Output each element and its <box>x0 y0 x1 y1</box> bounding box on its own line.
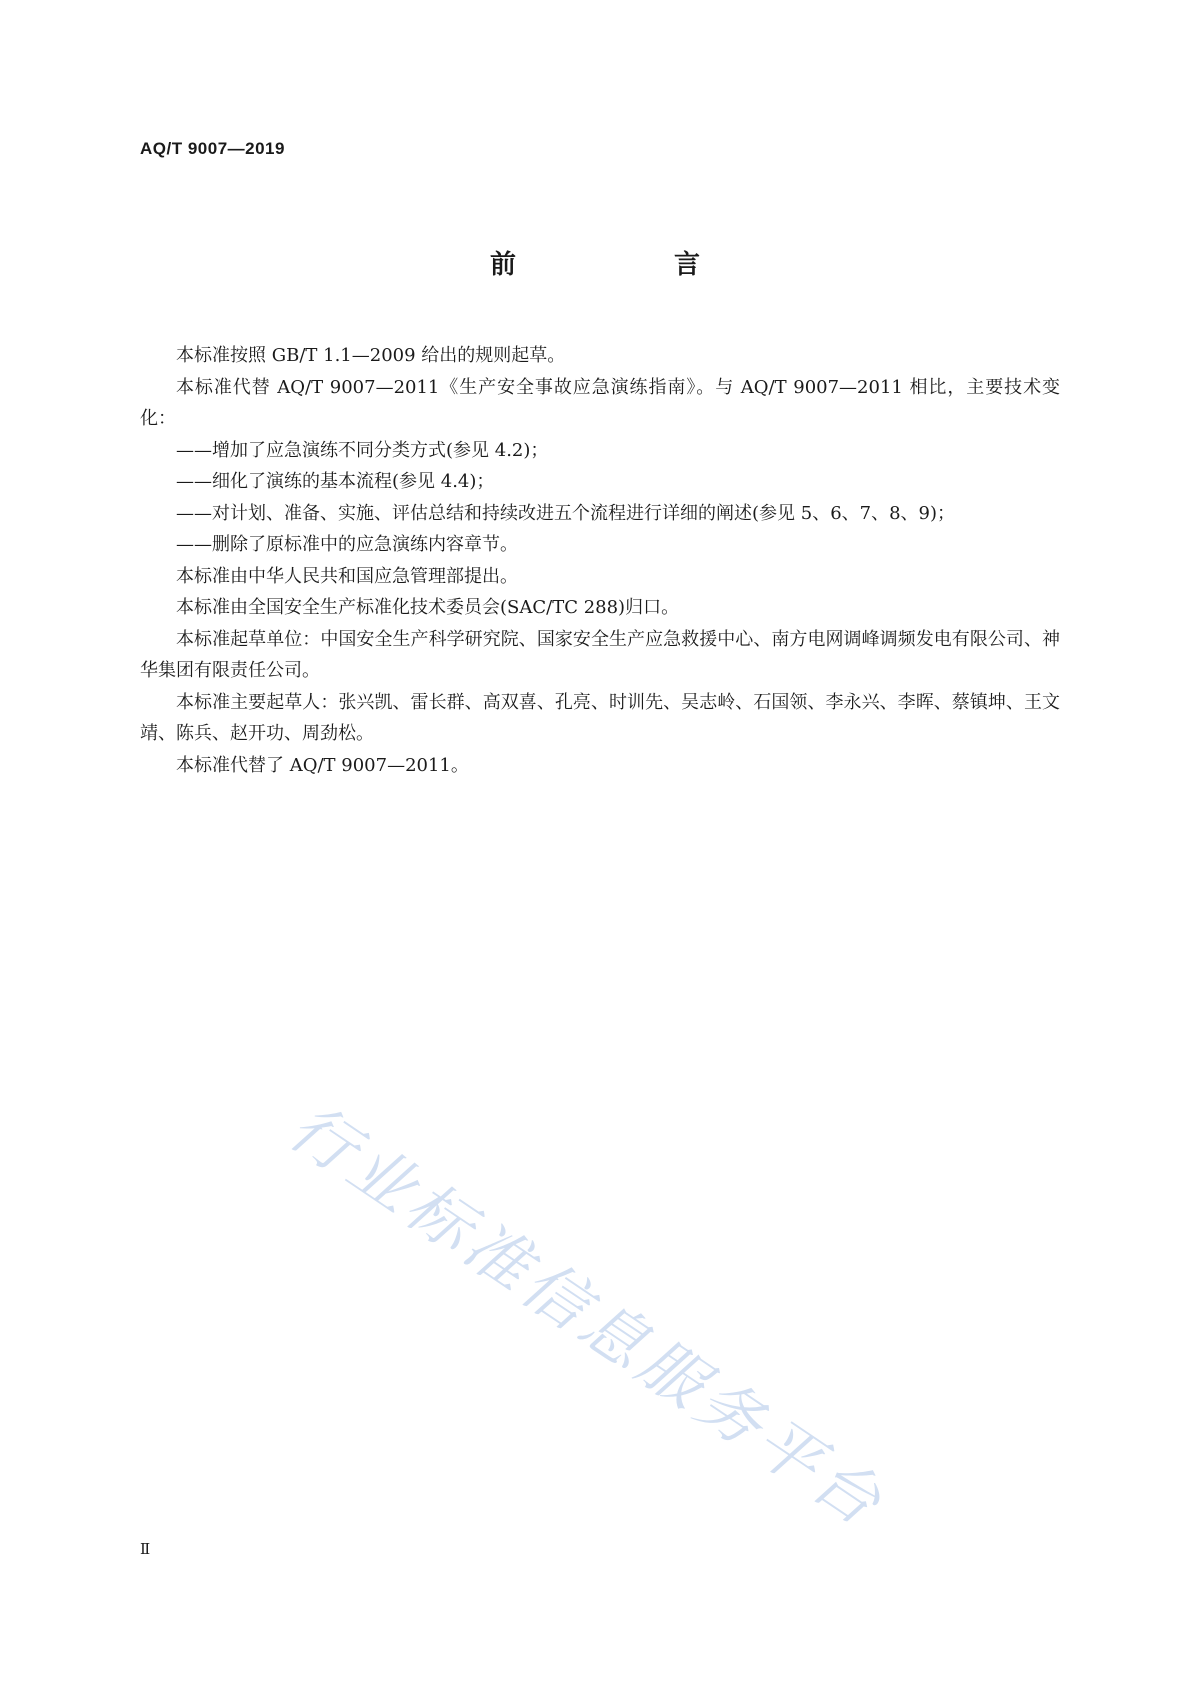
watermark: 行业标准信息服务平台 <box>275 1090 898 1544</box>
paragraph-drafting-units: 本标准起草单位：中国安全生产科学研究院、国家安全生产应急救援中心、南方电网调峰调频发电有限公司、神华集团有限责任公司。 <box>140 628 1060 681</box>
standard-code: AQ/T 9007—2019 <box>140 139 285 158</box>
foreword-body <box>140 340 1060 781</box>
change-item-five-processes: ——对计划、准备、实施、评估总结和持续改进五个流程进行详细的阐述(参见 5、6、7、8、9)； <box>176 502 956 524</box>
page-number: Ⅱ <box>140 1540 151 1558</box>
change-item-classification: ——增加了应急演练不同分类方式(参见 4.2)； <box>176 439 549 461</box>
paragraph-drafting-rules: 本标准按照 GB/T 1.1—2009 给出的规则起草。 <box>176 345 566 366</box>
page-title: 前 言 <box>489 250 766 280</box>
paragraph-technical-committee: 本标准由全国安全生产标准化技术委员会(SAC/TC 288)归口。 <box>176 597 680 618</box>
paragraph-proposer: 本标准由中华人民共和国应急管理部提出。 <box>176 565 518 587</box>
paragraph-supersedes: 本标准代替了 AQ/T 9007—2011。 <box>176 754 469 776</box>
change-item-basic-process: ——细化了演练的基本流程(参见 4.4)； <box>176 471 495 492</box>
paragraph-drafters: 本标准主要起草人：张兴凯、雷长群、高双喜、孔亮、时训先、吴志岭、石国领、李永兴、李晖、蔡镇坤、王文靖、陈兵、赵开功、周劲松。 <box>140 691 1060 744</box>
paragraph-replacement: 本标准代替 AQ/T 9007—2011《生产安全事故应急演练指南》。与 AQ/T 9007—2011 相比，主要技术变化： <box>140 376 1060 429</box>
change-item-deleted-chapter: ——删除了原标准中的应急演练内容章节。 <box>176 534 518 555</box>
